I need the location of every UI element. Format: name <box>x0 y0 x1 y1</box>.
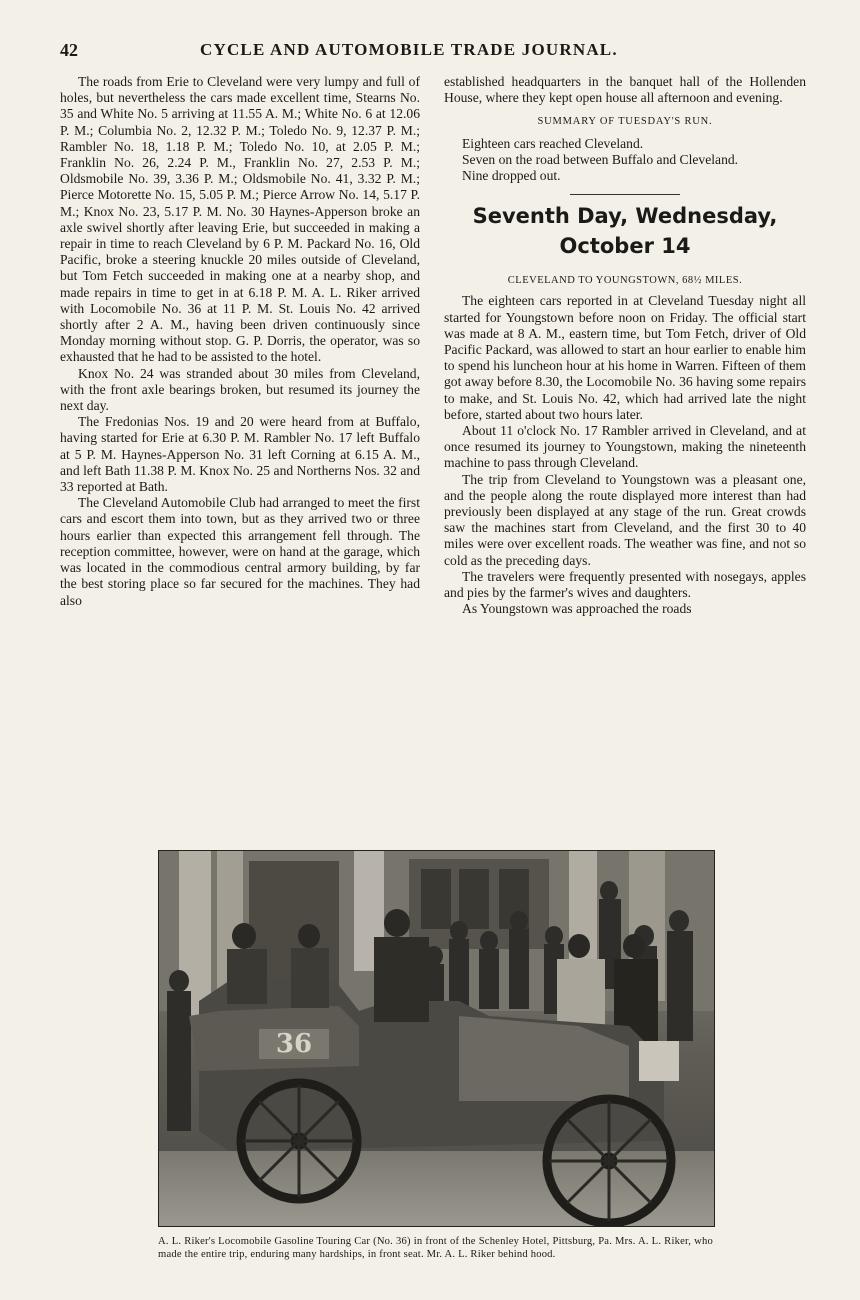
route-heading: CLEVELAND TO YOUNGSTOWN, 68½ MILES. <box>507 275 743 287</box>
article-paragraph: The eighteen cars reported in at Cleveland Tuesday night all started for Youngstown before noon on Friday. The official start was made at 8 A. M., eastern time, but Tom Fetch, driver of Old Pacific Packard, was allowed to start an hour earlier to enable him to spend his luncheon hour at his home in Warren. Fifteen of them got away before 8.30, the Locomobile No. 36 having some repairs to make, and St. Louis No. 42, which had arrived late the night before, started about two hours later. <box>444 293 806 422</box>
right-column <box>444 74 806 617</box>
article-paragraph: As Youngstown was approached the roads <box>462 601 692 617</box>
summary-line: Eighteen cars reached Cleveland. <box>462 135 644 151</box>
summary-heading: SUMMARY OF TUESDAY'S RUN. <box>537 116 713 128</box>
summary-line: Seven on the road between Buffalo and Cleveland. <box>462 151 739 167</box>
section-title-line2: October 14 <box>559 234 691 259</box>
article-paragraph: The trip from Cleveland to Youngstown was a pleasant one, and the people along the route displayed more interest than had previously been displayed at any stage of the run. Great crowds saw the machines start from Cleveland, and the first 30 to 40 miles were over excellent roads. The weather was fine, and not so cold as the preceding days. <box>444 471 806 568</box>
page-header <box>60 40 820 64</box>
photo-caption: A. L. Riker's Locomobile Gasoline Touring Car (No. 36) in front of the Schenley Hotel, Pittsburg, Pa. Mrs. A. L. Riker, who made the entire trip, enduring many hardships, in front seat. Mr. A. L. Riker behind hood. <box>158 1236 713 1260</box>
article-paragraph: About 11 o'clock No. 17 Rambler arrived in Cleveland, and at once resumed its journey to Youngstown, making the nineteenth machine to pass through Cleveland. <box>444 423 806 471</box>
locomobile-photo <box>158 850 715 1227</box>
section-divider <box>570 194 680 195</box>
journal-title: CYCLE AND AUTOMOBILE TRADE JOURNAL. <box>200 40 618 59</box>
photo-illustration <box>159 851 714 1226</box>
section-title-line1: Seventh Day, Wednesday, <box>472 204 778 229</box>
article-paragraph: established headquarters in the banquet hall of the Hollenden House, where they kept open house all afternoon and evening. <box>444 74 806 106</box>
page-number: 42 <box>60 40 78 60</box>
car-number-plate: 36 <box>275 1029 313 1059</box>
left-column <box>60 74 420 609</box>
article-paragraph: The travelers were frequently presented with nosegays, apples and pies by the farmer's wives and daughters. <box>444 568 806 601</box>
article-paragraph: Knox No. 24 was stranded about 30 miles from Cleveland, with the front axle bearings broken, but resumed its journey the next day. <box>60 365 420 414</box>
article-paragraph: The roads from Erie to Cleveland were very lumpy and full of holes, but nevertheless the cars made excellent time, Stearns No. 35 and White No. 5 arriving at 11.55 A. M.; White No. 6 at 12.06 P. M.; Columbia No. 2, 12.32 P. M.; Toledo No. 9, 12.37 P. M.; Rambler No. 18, 1.18 P. M.; Toledo No. 10, at 2.05 P. M.; Franklin No. 26, 2.24 P. M., Franklin No. 27, 2.53 P. M.; Oldsmobile No. 39, 3.36 P. M.; Oldsmobile No. 41, 3.32 P. M.; Pierce Motorette No. 15, 5.05 P. M.; Pierce Arrow No. 14, 5.17 P. M.; Knox No. 23, 5.17 P. M. No. 30 Haynes-Apperson broke an axle swivel shortly after leaving Erie, but succeeded in making a repair in time to reach Cleveland by 6 P. M. Packard No. 16, Old Pacific, broke a steering knuckle 20 miles outside of Cleveland, but Tom Fetch succeeded in making one at a nearby shop, and made repairs in time to get in at 6.18 P. M. A. L. Riker arrived with Locomobile No. 36 at 11 P. M. St. Louis No. 42 arrived shortly after 2 A. M., having been driven continuously since Monday morning without stop. G. P. Dorris, the operator, was so exhausted that he had to be assisted to the hotel. <box>60 74 420 365</box>
summary-line: Nine dropped out. <box>462 168 561 184</box>
article-paragraph: The Fredonias Nos. 19 and 20 were heard from at Buffalo, having started for Erie at 6.30 P. M. Rambler No. 17 left Buffalo at 5 P. M. Haynes-Apperson No. 31 left Corning at 6.15 A. M., and left Bath 11.38 P. M. Knox No. 25 and Northerns Nos. 32 and 33 reported at Bath. <box>60 414 420 495</box>
article-paragraph: The Cleveland Automobile Club had arranged to meet the first cars and escort them into town, but as they arrived two or three hours earlier than expected this arrangement fell through. The reception committee, however, were on hand at the garage, which was located in the commodious central armory building, by far the best storing place so far secured for the machines. They had also <box>60 495 420 608</box>
